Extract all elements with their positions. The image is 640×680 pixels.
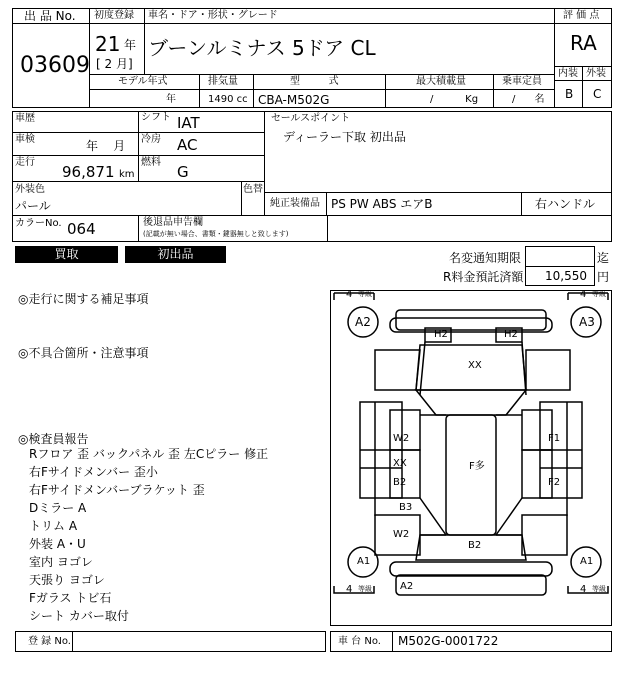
damage-mark: B2 xyxy=(393,477,407,488)
equip-value: PS PW ABS エアB xyxy=(331,197,433,211)
rear-bumper xyxy=(390,562,552,576)
displacement-value: 1490 cc xyxy=(208,94,248,105)
damage-mark: H2 xyxy=(434,329,448,340)
aftermarket-label: 後退品申告欄 xyxy=(143,217,203,228)
color-no-value: 064 xyxy=(67,220,96,238)
recycle-value: 10,550 xyxy=(545,269,587,283)
transfer-label: 名変通知期限 xyxy=(449,251,522,265)
inspector-line: シート カバー取付 xyxy=(29,609,129,623)
first-reg-month: [ 2 月] xyxy=(96,57,133,71)
front-left-fender xyxy=(375,350,420,390)
car-name-label: 車名・ドア・形状・グレード xyxy=(148,10,278,21)
damage-mark: W2 xyxy=(393,529,410,540)
displacement-label: 排気量 xyxy=(208,76,238,87)
mileage-unit: km xyxy=(119,169,135,180)
buy-badge: 買取 xyxy=(15,246,118,263)
reg-label: 登 録 No. xyxy=(28,636,71,647)
tire-grade-tr: 4 xyxy=(580,289,587,300)
history-label: 車歴 xyxy=(15,113,35,124)
inspector-line: 右Fサイドメンバー 歪小 xyxy=(29,465,158,479)
lot-number: 03609 xyxy=(20,53,90,78)
shift-label: シフト xyxy=(141,112,171,123)
damage-mark: W2 xyxy=(393,433,410,444)
rear-right-fender xyxy=(522,515,567,555)
model-year-label: モデル年式 xyxy=(118,76,168,87)
damage-mark: A1 xyxy=(357,556,371,567)
interior-score: B xyxy=(565,87,574,101)
damage-mark: B2 xyxy=(468,540,482,551)
ac-label: 冷房 xyxy=(141,134,161,145)
fuel-value: G xyxy=(177,163,189,181)
recycle-label: R料金預託済額 xyxy=(443,270,524,284)
eval-score: RA xyxy=(570,31,597,55)
sales-label: セールスポイント xyxy=(271,113,351,124)
first-listing-badge: 初出品 xyxy=(125,246,226,263)
tire-unit: 等級 xyxy=(358,290,372,298)
damage-mark: F1 xyxy=(548,433,561,444)
front-right-door xyxy=(522,410,552,450)
rear-right-door xyxy=(522,450,552,498)
lot-label: 出 品 No. xyxy=(24,9,76,23)
first-reg-label: 初度登録 xyxy=(94,10,134,21)
aftermarket-value-cell xyxy=(327,215,612,242)
interior-label: 内装 xyxy=(558,68,578,79)
tire-unit: 等級 xyxy=(592,585,606,593)
repaint-label: 色替 xyxy=(243,184,263,195)
tire-unit: 等級 xyxy=(358,585,372,593)
color-no-label: カラーNo. xyxy=(15,218,62,229)
inspector-line: トリム A xyxy=(29,519,78,533)
eval-label: 評 価 点 xyxy=(563,10,600,21)
load-label: 最大積載量 xyxy=(416,76,466,87)
color-value: パール xyxy=(15,199,51,213)
tire-grade-br: 4 xyxy=(580,584,587,595)
capacity-value: / 名 xyxy=(512,94,545,105)
inspector-line: Dミラー A xyxy=(29,501,87,515)
mileage-label: 走行 xyxy=(15,157,35,168)
damage-mark: XX xyxy=(468,360,482,371)
tire-grade-tl: 4 xyxy=(346,289,353,300)
color-label: 外装色 xyxy=(15,184,45,195)
exterior-label: 外装 xyxy=(586,68,606,79)
inspector-line: Fガラス トビ石 xyxy=(29,591,112,605)
inspector-title: ◎検査員報告 xyxy=(18,432,89,446)
damage-mark: A1 xyxy=(580,556,594,567)
reg-value-cell xyxy=(72,631,326,652)
damage-mark: B3 xyxy=(399,502,413,513)
damage-mark: A2 xyxy=(355,315,371,329)
aftermarket-note: (記載が無い場合、書類・鍵器無しと致します) xyxy=(143,230,289,238)
damage-mark: F2 xyxy=(548,477,561,488)
recycle-unit: 円 xyxy=(597,270,610,284)
damage-mark: H2 xyxy=(504,329,518,340)
mileage-value: 96,871 xyxy=(62,163,115,181)
defects-title: ◎不具合箇所・注意事項 xyxy=(18,346,149,360)
front-left-door xyxy=(390,410,420,450)
sales-value: ディーラー下取 初出品 xyxy=(283,130,406,144)
fuel-label: 燃料 xyxy=(141,157,161,168)
model-year-value: 年 xyxy=(166,94,176,105)
inspection-value: 年 月 xyxy=(86,139,126,153)
shift-value: IAT xyxy=(177,114,200,132)
inspector-line: 外装 A・U xyxy=(29,537,86,551)
driving-notes-title: ◎走行に関する補足事項 xyxy=(18,292,149,306)
exterior-score: C xyxy=(593,87,602,101)
inspector-line: 室内 ヨゴレ xyxy=(29,555,93,569)
inspector-line: 右Fサイドメンバーブラケット 歪 xyxy=(29,483,205,497)
type-label: 型 式 xyxy=(290,76,339,87)
tire-unit: 等級 xyxy=(592,290,606,298)
damage-mark: A2 xyxy=(400,581,414,592)
front-right-fender xyxy=(526,350,570,390)
car-name: ブーンルミナス 5ドア CL xyxy=(148,36,376,60)
tire-grade-bl: 4 xyxy=(346,584,353,595)
type-value: CBA-M502G xyxy=(258,93,330,107)
inspector-line: 天張り ヨゴレ xyxy=(29,573,105,587)
damage-mark: XX xyxy=(393,458,407,469)
equip-label: 純正装備品 xyxy=(270,198,320,209)
capacity-label: 乗車定員 xyxy=(502,76,542,87)
first-reg-year: 21 xyxy=(95,32,121,56)
roof xyxy=(446,415,496,535)
chassis-label: 車 台 No. xyxy=(338,636,381,647)
chassis-value: M502G-0001722 xyxy=(398,634,499,648)
front-bumper xyxy=(396,310,546,330)
year-unit: 年 xyxy=(124,38,137,52)
inspector-line: Rフロア 歪 バックパネル 歪 左Cピラー 修正 xyxy=(29,447,269,461)
ac-value: AC xyxy=(177,136,198,154)
transfer-unit: 迄 xyxy=(597,251,610,265)
car-outline xyxy=(330,290,612,626)
damage-mark: A3 xyxy=(579,315,595,329)
damage-mark: F多 xyxy=(469,461,485,472)
transfer-field xyxy=(525,246,595,267)
handle-value: 右ハンドル xyxy=(535,197,596,211)
inspection-label: 車検 xyxy=(15,134,35,145)
load-value: / Kg xyxy=(430,94,479,105)
